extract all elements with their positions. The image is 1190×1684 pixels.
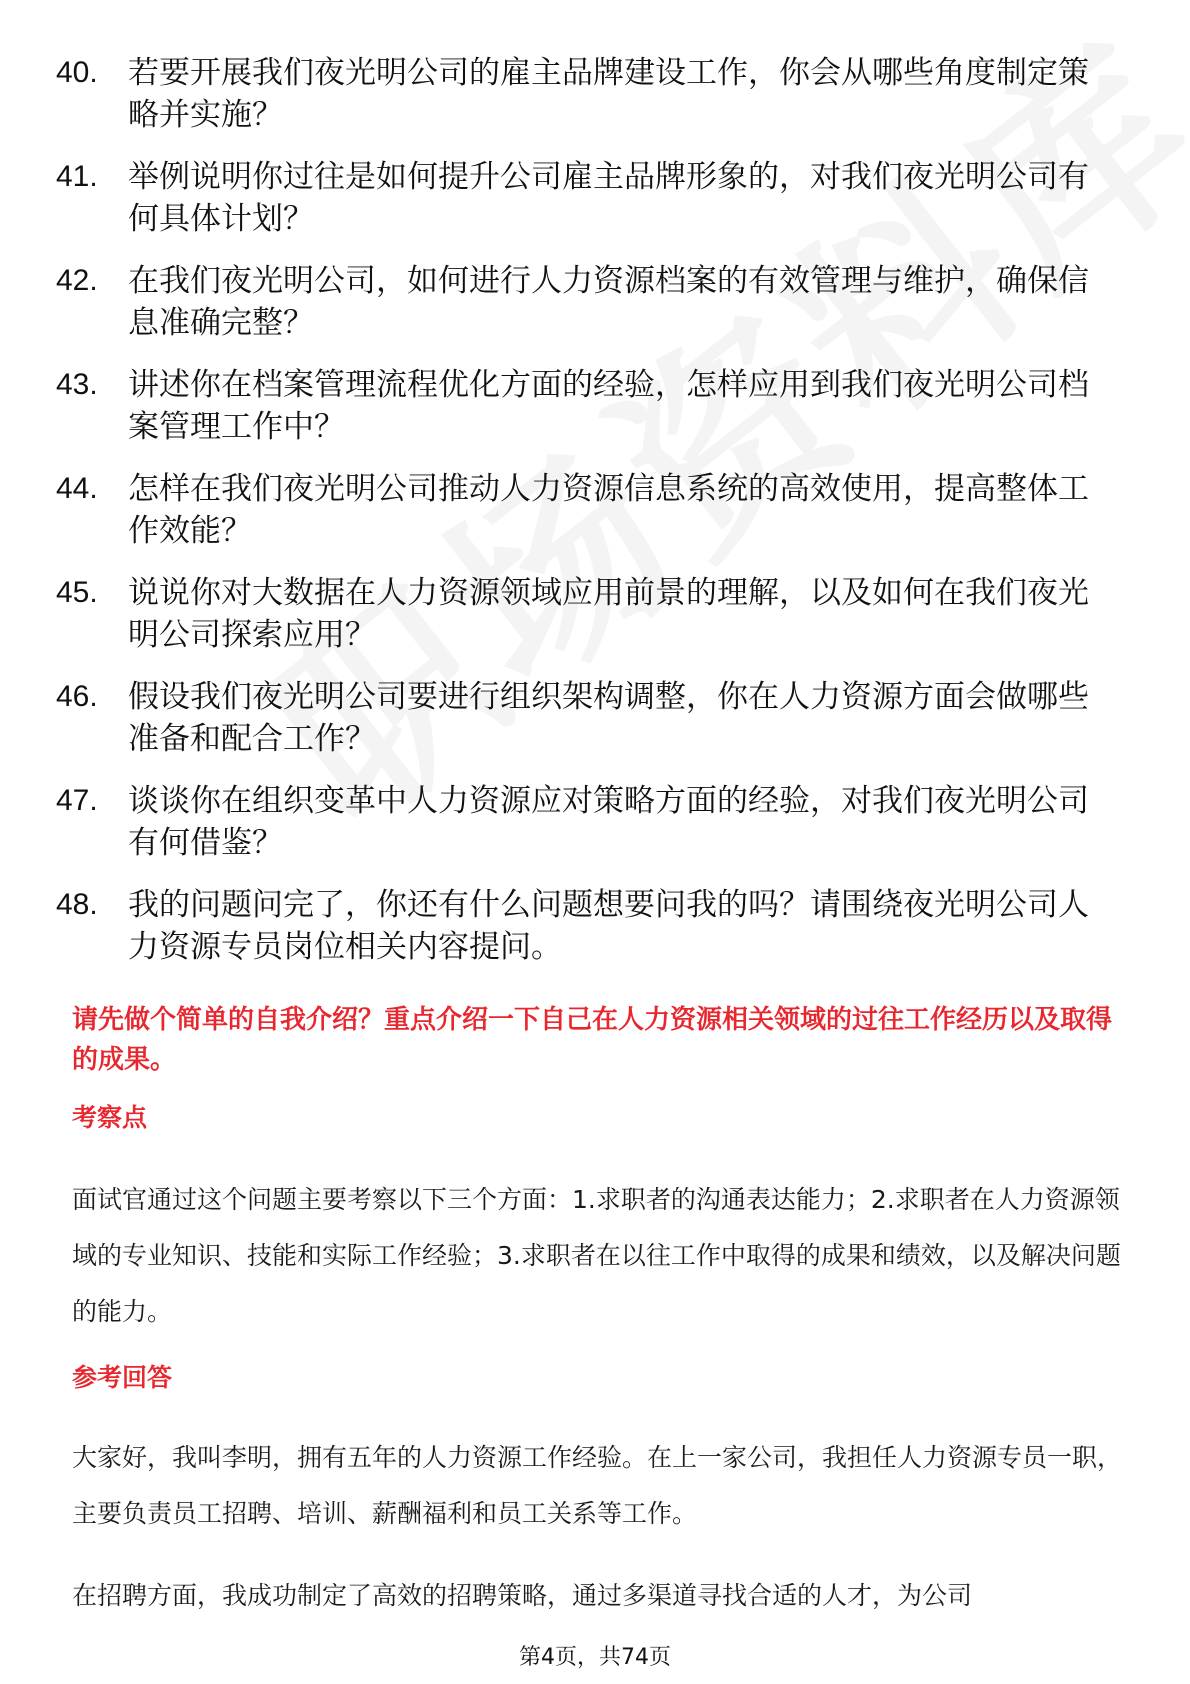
question-text: 举例说明你过往是如何提升公司雇主品牌形象的，对我们夜光明公司有何具体计划？ <box>128 159 1089 237</box>
question-text: 在我们夜光明公司，如何进行人力资源档案的有效管理与维护，确保信息准确完整？ <box>128 263 1089 341</box>
question-number: 48. <box>56 888 98 921</box>
answer-paragraph: 大家好，我叫李明，拥有五年的人力资源工作经验。在上一家公司，我担任人力资源专员一职，主要负责员工招聘、培训、薪酬福利和员工关系等工作。 <box>72 1443 1123 1528</box>
question-text: 怎样在我们夜光明公司推动人力资源信息系统的高效使用，提高整体工作效能？ <box>128 471 1089 549</box>
list-item <box>56 572 1116 656</box>
question-number: 47. <box>56 784 98 817</box>
question-number: 45. <box>56 576 98 609</box>
question-text: 我的问题问完了，你还有什么问题想要问我的吗？请围绕夜光明公司人力资源专员岗位相关内容提问。 <box>128 887 1089 965</box>
list-item <box>56 468 1116 552</box>
question-list <box>56 52 1116 988</box>
featured-question: 请先做个简单的自我介绍？重点介绍一下自己在人力资源相关领域的过往工作经历以及取得的成果。 <box>72 1005 1113 1075</box>
question-number: 44. <box>56 472 98 505</box>
question-number: 40. <box>56 56 98 89</box>
list-item <box>56 676 1116 760</box>
focus-label: 考察点 <box>72 1103 148 1132</box>
question-number: 42. <box>56 264 98 297</box>
answer-paragraph: 在招聘方面，我成功制定了高效的招聘策略，通过多渠道寻找合适的人才，为公司 <box>72 1581 973 1610</box>
list-item <box>56 780 1116 864</box>
question-text: 假设我们夜光明公司要进行组织架构调整，你在人力资源方面会做哪些准备和配合工作？ <box>128 679 1089 757</box>
list-item <box>56 52 1116 136</box>
list-item <box>56 260 1116 344</box>
question-text: 谈谈你在组织变革中人力资源应对策略方面的经验，对我们夜光明公司有何借鉴？ <box>128 783 1089 861</box>
list-item <box>56 364 1116 448</box>
question-text: 说说你对大数据在人力资源领域应用前景的理解，以及如何在我们夜光明公司探索应用？ <box>128 575 1089 653</box>
focus-text: 面试官通过这个问题主要考察以下三个方面：1.求职者的沟通表达能力；2.求职者在人力资源领域的专业知识、技能和实际工作经验；3.求职者在以往工作中取得的成果和绩效，以及解决问题的能力。 <box>72 1185 1121 1326</box>
question-number: 43. <box>56 368 98 401</box>
question-number: 46. <box>56 680 98 713</box>
question-text: 讲述你在档案管理流程优化方面的经验，怎样应用到我们夜光明公司档案管理工作中？ <box>128 367 1089 445</box>
page-footer: 第4页，共74页 <box>519 1645 671 1670</box>
list-item <box>56 884 1116 968</box>
list-item <box>56 156 1116 240</box>
question-number: 41. <box>56 160 98 193</box>
question-text: 若要开展我们夜光明公司的雇主品牌建设工作，你会从哪些角度制定策略并实施？ <box>128 55 1089 133</box>
answer-label: 参考回答 <box>72 1363 173 1392</box>
